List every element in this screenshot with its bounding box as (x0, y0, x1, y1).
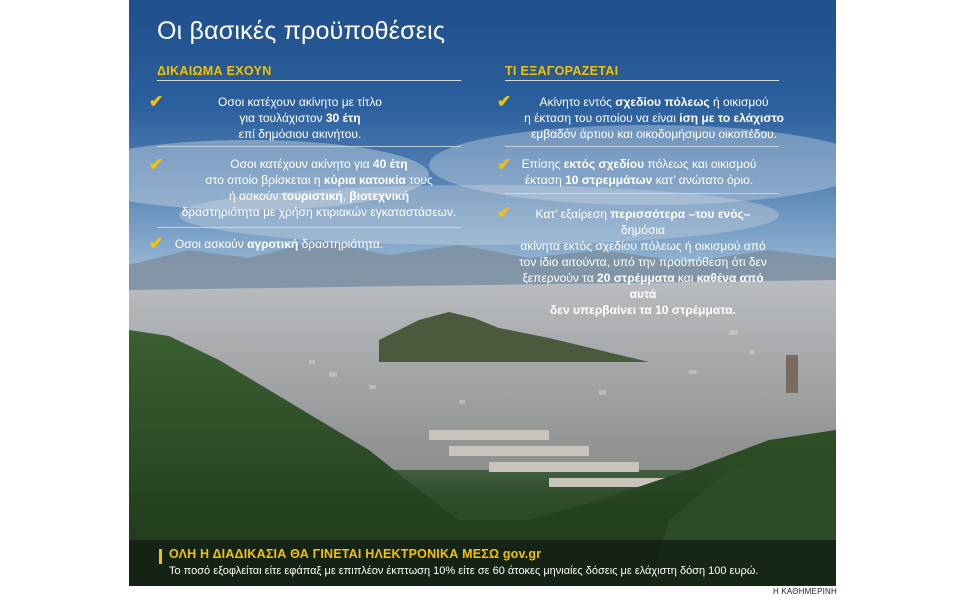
text-line (514, 156, 764, 172)
text-span: δραστηριότητα. (298, 237, 384, 251)
text-line: ακίνητα εκτός σχεδίου πόλεως ή οικισμού από (520, 239, 766, 253)
infographic-panel (129, 0, 836, 586)
emphasis-text: σχεδίου πόλεως (615, 95, 710, 109)
text-line (514, 94, 794, 110)
footer-subline: Το ποσό εξοφλείται είτε εφάπαξ με επιπλέον έκπτωση 10% είτε σε 60 άτοκες μηνιαίες δόσεις με ελάχιστη δόση 100 ευρώ. (169, 565, 759, 577)
text-span: Οσοι ασκούν (174, 237, 248, 251)
text-span: Επίσης (521, 157, 564, 171)
text-span: κατ’ ανώτατο όριο. (652, 173, 754, 187)
emphasis-text: 20 στρέμματα (597, 271, 675, 285)
text-line (512, 206, 774, 238)
emphasis-text: τουριστική (281, 189, 343, 203)
accent-bar (159, 549, 162, 564)
text-span: Οσοι κατέχουν ακίνητο για (230, 157, 373, 171)
text-span: πόλεως και οικισμού (644, 157, 757, 171)
emphasis-text: καθένα από αυτά (629, 271, 764, 301)
left-item-1 (169, 94, 431, 142)
divider (505, 193, 779, 194)
emphasis-text: 40 έτη (372, 157, 408, 171)
text-line: τον ίδιο αιτούντα, υπό την προϋπόθεση ότι δεν (519, 255, 767, 269)
left-item-2 (169, 156, 469, 220)
page-title: Οι βασικές προϋποθέσεις (157, 17, 446, 45)
text-line (169, 188, 469, 204)
text-line: δραστηριότητα με χρήση κτιριακών εγκαταστάσεων. (181, 205, 457, 219)
emphasis-text: ίση με το ελάχιστο (679, 111, 784, 125)
checkmark-icon: ✔ (497, 155, 512, 174)
text-span: και (674, 271, 697, 285)
text-line (169, 236, 389, 252)
text-span: έκταση (524, 173, 566, 187)
text-span: Κατ’ εξαίρεση (535, 207, 611, 221)
right-item-2 (514, 156, 764, 188)
divider (157, 227, 461, 228)
text-span: Ακίνητο εντός (539, 95, 616, 109)
checkmark-icon: ✔ (149, 92, 164, 111)
right-heading-text: ΤΙ ΕΞΑΓΟΡΑΖΕΤΑΙ (505, 64, 619, 78)
emphasis-text: βιοτεχνική (349, 189, 410, 203)
text-span: ή οικισμού (709, 95, 769, 109)
checkmark-icon: ✔ (497, 92, 512, 111)
right-column-heading (505, 64, 618, 78)
emphasis-text: 30 έτη (325, 111, 361, 125)
text-span: για τουλάχιστον (239, 111, 326, 125)
emphasis-text: δεν υπερβαίνει τα 10 στρέμματα. (550, 303, 736, 317)
emphasis-text: εκτός σχεδίου (563, 157, 645, 171)
publisher-credit: Η ΚΑΘΗΜΕΡΙΝΗ (772, 587, 837, 596)
right-item-3 (512, 206, 774, 318)
text-span: δημόσια (621, 223, 665, 237)
heading-underline (157, 80, 461, 81)
divider (505, 146, 779, 147)
text-line (514, 110, 794, 126)
text-span: ή ασκούν (228, 189, 282, 203)
text-span: τους (405, 173, 433, 187)
checkmark-icon: ✔ (497, 203, 512, 222)
heading-underline (505, 80, 779, 81)
text-line (512, 302, 774, 318)
emphasis-text: κύρια κατοικία (323, 173, 406, 187)
footer-headline: ΟΛΗ Η ΔΙΑΔΙΚΑΣΙΑ ΘΑ ΓΙΝΕΤΑΙ ΗΛΕΚΤΡΟΝΙΚΑ ΜΕΣΩ gov.gr (169, 547, 542, 561)
text-line: Οσοι κατέχουν ακίνητο με τίτλο (218, 95, 382, 109)
left-heading-text: ΔΙΚΑΙΩΜΑ ΕΧΟΥΝ (157, 64, 272, 78)
emphasis-text: 10 στρεμμάτων (565, 173, 653, 187)
text-line (169, 156, 469, 172)
text-line (514, 172, 764, 188)
text-line: επί δημόσιου ακινήτου. (238, 127, 362, 141)
right-item-1 (514, 94, 794, 142)
left-item-3 (169, 236, 389, 252)
text-line (512, 270, 774, 302)
emphasis-text: περισσότερα –του ενός– (610, 207, 751, 221)
checkmark-icon: ✔ (149, 155, 164, 174)
text-line (169, 172, 469, 188)
text-span: στο οποίο βρίσκεται η (205, 173, 324, 187)
text-span: , (342, 189, 350, 203)
text-line (169, 110, 431, 126)
text-span: η έκταση του οποίου να είναι (524, 111, 680, 125)
divider (157, 146, 461, 147)
checkmark-icon: ✔ (149, 234, 164, 253)
footer-band (129, 540, 836, 586)
text-line: εμβαδόν άρτιου και οικοδομήσιμου οικοπέδου. (530, 127, 778, 141)
text-span: ξεπερνούν τα (522, 271, 598, 285)
left-column-heading (157, 64, 272, 78)
emphasis-text: αγροτική (247, 237, 299, 251)
